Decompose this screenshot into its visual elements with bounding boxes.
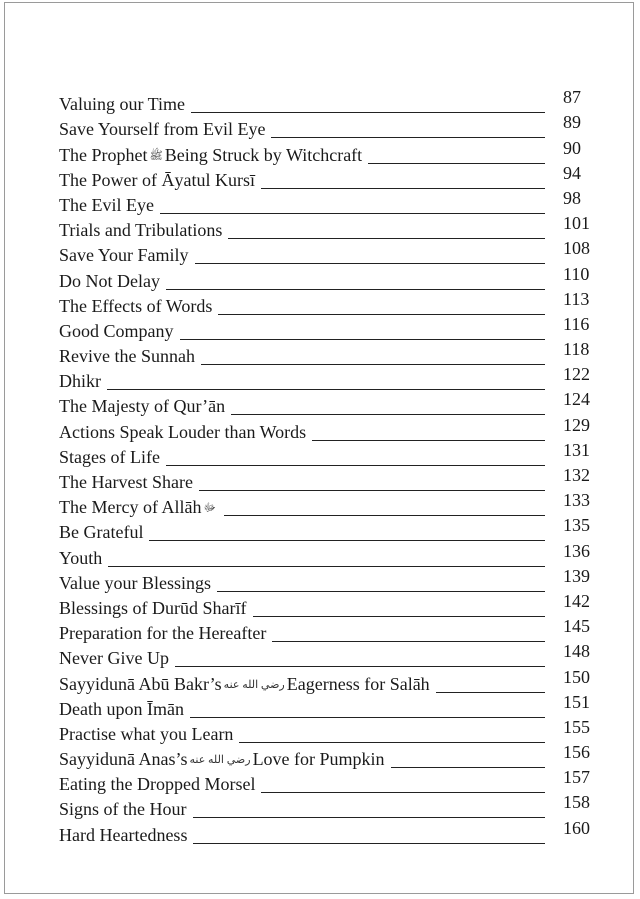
toc-leader-line xyxy=(108,566,545,567)
toc-entry-title-text: Be Grateful xyxy=(59,522,144,543)
toc-entry[interactable] xyxy=(59,89,599,114)
toc-entry[interactable] xyxy=(59,288,599,316)
toc-entry-title xyxy=(59,649,169,668)
toc-page-number: 118 xyxy=(563,339,590,360)
toc-entry[interactable] xyxy=(59,643,599,668)
toc-page-number: 151 xyxy=(563,691,590,712)
toc-leader-line xyxy=(261,188,545,189)
toc-entry-title xyxy=(59,347,195,366)
toc-entry[interactable] xyxy=(59,744,599,769)
toc-entry-title xyxy=(59,120,265,139)
toc-entry[interactable] xyxy=(59,691,599,719)
toc-page-number: 113 xyxy=(563,288,590,309)
toc-entry-title-text: Signs of the Hour xyxy=(59,799,187,820)
toc-leader-line xyxy=(195,263,545,264)
toc-entry[interactable] xyxy=(59,794,599,819)
toc-leader-line xyxy=(166,289,545,290)
toc-page-number: 135 xyxy=(563,515,590,536)
toc-entry-title xyxy=(59,95,185,114)
toc-entry-title xyxy=(59,272,160,291)
toc-leader-line xyxy=(191,112,545,113)
toc-page-number: 139 xyxy=(563,565,590,586)
toc-entry[interactable] xyxy=(59,819,599,844)
toc-entry-title-text-after: Eagerness for Salāh xyxy=(286,673,430,694)
toc-leader-line xyxy=(107,389,545,390)
toc-entry[interactable] xyxy=(59,517,599,542)
toc-leader-line xyxy=(166,465,545,466)
toc-page-number: 157 xyxy=(563,767,590,788)
toc-entry[interactable] xyxy=(59,114,599,139)
toc-page-number: 116 xyxy=(563,313,590,334)
toc-leader-line xyxy=(253,616,546,617)
toc-entry[interactable] xyxy=(59,265,599,290)
toc-entry[interactable] xyxy=(59,187,599,215)
toc-entry[interactable] xyxy=(59,215,599,240)
toc-entry-title-text: Hard Heartedness xyxy=(59,824,188,845)
toc-entry-title-text: Blessings of Durūd Sharīf xyxy=(59,597,247,618)
toc-page-number: 160 xyxy=(563,817,590,838)
toc-entry-title-text: Revive the Sunnah xyxy=(59,346,195,367)
toc-entry-title xyxy=(59,322,174,341)
toc-entry-title-text: Actions Speak Louder than Words xyxy=(59,421,307,442)
honorific-glyph-icon: رضي الله عنه xyxy=(223,678,285,691)
toc-page-number: 133 xyxy=(563,490,590,511)
toc-entry-title-text-after: Love for Pumpkin xyxy=(252,749,385,770)
toc-entry-title xyxy=(59,549,102,568)
toc-page-number: 110 xyxy=(563,263,590,284)
toc-entry-title xyxy=(59,700,184,719)
toc-entry-title-text: Do Not Delay xyxy=(59,270,160,291)
toc-entry-title xyxy=(59,297,212,316)
toc-entry[interactable] xyxy=(59,240,599,265)
toc-entry-title-text: The Majesty of Qur’ān xyxy=(59,396,226,417)
toc-page-number: 90 xyxy=(563,137,581,158)
toc-leader-line xyxy=(228,238,545,239)
toc-entry-title-text: Save Yourself from Evil Eye xyxy=(59,119,266,140)
toc-leader-line xyxy=(217,591,545,592)
toc-entry-title xyxy=(59,523,143,542)
toc-leader-line xyxy=(261,792,545,793)
toc-leader-line xyxy=(190,717,545,718)
honorific-glyph-icon: رضي الله عنه xyxy=(189,754,251,767)
toc-leader-line xyxy=(272,641,545,642)
toc-entry-title xyxy=(59,800,187,819)
toc-entry-title xyxy=(59,171,255,190)
toc-entry-title-text: The Mercy of Allāh xyxy=(59,497,202,518)
toc-leader-line xyxy=(149,540,545,541)
toc-entry[interactable] xyxy=(59,467,599,492)
toc-entry-title-text: The Power of Āyatul Kursī xyxy=(59,169,255,190)
toc-entry-title xyxy=(59,372,101,391)
toc-entry-title-text: Death upon Īmān xyxy=(59,698,184,719)
toc-entry-title xyxy=(59,750,385,769)
toc-entry-title xyxy=(59,221,222,240)
toc-entry[interactable] xyxy=(59,391,599,416)
toc-entry[interactable] xyxy=(59,416,599,441)
toc-entry-title-text: Sayyidunā Abū Bakr’s xyxy=(59,673,222,694)
toc-entry[interactable] xyxy=(59,366,599,391)
toc-page-number: 145 xyxy=(563,616,590,637)
toc-entry[interactable] xyxy=(59,716,599,744)
toc-leader-line xyxy=(391,767,545,768)
toc-entry-title xyxy=(59,196,154,215)
toc-page-number: 129 xyxy=(563,414,590,435)
toc-entry-title-text: Preparation for the Hereafter xyxy=(59,623,267,644)
toc-entry-title xyxy=(59,448,160,467)
toc-entry-title-text: Dhikr xyxy=(59,371,101,392)
toc-page-number: 122 xyxy=(563,364,590,385)
honorific-glyph-icon: ﷺ xyxy=(149,149,163,162)
document-page xyxy=(4,2,634,894)
toc-page-number: 87 xyxy=(563,87,581,108)
toc-entry[interactable] xyxy=(59,313,599,341)
toc-entry-title xyxy=(59,146,362,165)
toc-page-number: 142 xyxy=(563,590,590,611)
toc-entry-title xyxy=(59,775,255,794)
toc-page-number: 132 xyxy=(563,465,590,485)
toc-entry-title-text: The Effects of Words xyxy=(59,295,213,316)
toc-entry[interactable] xyxy=(59,139,599,164)
toc-page-number: 94 xyxy=(563,162,581,183)
toc-entry[interactable] xyxy=(59,618,599,643)
toc-leader-line xyxy=(368,163,545,164)
toc-entry[interactable] xyxy=(59,542,599,567)
toc-entry[interactable] xyxy=(59,341,599,366)
toc-page-number: 155 xyxy=(563,716,590,737)
toc-entry-title-text: Value your Blessings xyxy=(59,572,211,593)
toc-leader-line xyxy=(160,213,545,214)
toc-entry[interactable] xyxy=(59,439,599,467)
toc-entry-title xyxy=(59,423,306,442)
toc-entry-title-text: Sayyidunā Anas’s xyxy=(59,749,188,770)
toc-entry-title-text: Practise what you Learn xyxy=(59,723,234,744)
toc-entry-title xyxy=(59,624,266,643)
toc-leader-line xyxy=(224,515,545,516)
toc-leader-line xyxy=(231,414,545,415)
toc-entry-title xyxy=(59,498,218,517)
toc-page-number: 108 xyxy=(563,238,590,259)
toc-page-number: 98 xyxy=(563,187,581,208)
toc-entry[interactable] xyxy=(59,590,599,618)
toc-leader-line xyxy=(180,339,546,340)
toc-entry-title-text-after: Being Struck by Witchcraft xyxy=(164,144,363,165)
toc-leader-line xyxy=(239,742,545,743)
toc-page-number: 158 xyxy=(563,792,590,813)
toc-entry-title-text: The Prophet xyxy=(59,144,148,165)
toc-entry-title-text: Valuing our Time xyxy=(59,94,186,115)
toc-leader-line xyxy=(193,817,546,818)
toc-leader-line xyxy=(201,364,545,365)
toc-entry-title xyxy=(59,473,193,492)
toc-leader-line xyxy=(312,440,545,441)
toc-leader-line xyxy=(218,314,545,315)
toc-entry[interactable] xyxy=(59,492,599,517)
toc-page-number: 124 xyxy=(563,389,590,410)
toc-leader-line xyxy=(199,490,545,491)
toc-page-number: 136 xyxy=(563,540,590,561)
toc-entry-title-text: Eating the Dropped Morsel xyxy=(59,774,256,795)
toc-page-number: 101 xyxy=(563,213,590,234)
table-of-contents xyxy=(59,89,599,845)
toc-entry-title-text: Never Give Up xyxy=(59,648,169,669)
toc-entry-title-text: Save Your Family xyxy=(59,245,189,266)
toc-entry-title xyxy=(59,574,211,593)
toc-leader-line xyxy=(193,843,545,844)
toc-entry-title-text: Stages of Life xyxy=(59,446,160,467)
toc-page-number: 156 xyxy=(563,742,590,763)
toc-page-number: 148 xyxy=(563,641,590,662)
honorific-glyph-icon: ﷻ xyxy=(203,502,216,515)
toc-entry-title-text: Youth xyxy=(59,547,103,568)
toc-entry[interactable] xyxy=(59,162,599,190)
toc-entry[interactable] xyxy=(59,565,599,593)
toc-entry-title-text: The Evil Eye xyxy=(59,194,154,215)
toc-entry-title xyxy=(59,826,187,845)
toc-page-number: 89 xyxy=(563,112,581,133)
toc-entry-title xyxy=(59,397,225,416)
toc-entry-title-text: Trials and Tribulations xyxy=(59,220,223,241)
toc-entry-title xyxy=(59,725,233,744)
toc-page-number: 150 xyxy=(563,666,590,687)
toc-entry[interactable] xyxy=(59,769,599,794)
toc-entry-title xyxy=(59,675,430,694)
toc-entry-title xyxy=(59,246,189,265)
toc-page-number: 131 xyxy=(563,439,590,460)
toc-entry-title-text: The Harvest Share xyxy=(59,472,193,492)
toc-entry-title-text: Good Company xyxy=(59,320,174,341)
toc-leader-line xyxy=(436,692,545,693)
toc-entry[interactable] xyxy=(59,668,599,693)
toc-leader-line xyxy=(271,137,545,138)
toc-entry-title xyxy=(59,599,247,618)
toc-leader-line xyxy=(175,666,545,667)
